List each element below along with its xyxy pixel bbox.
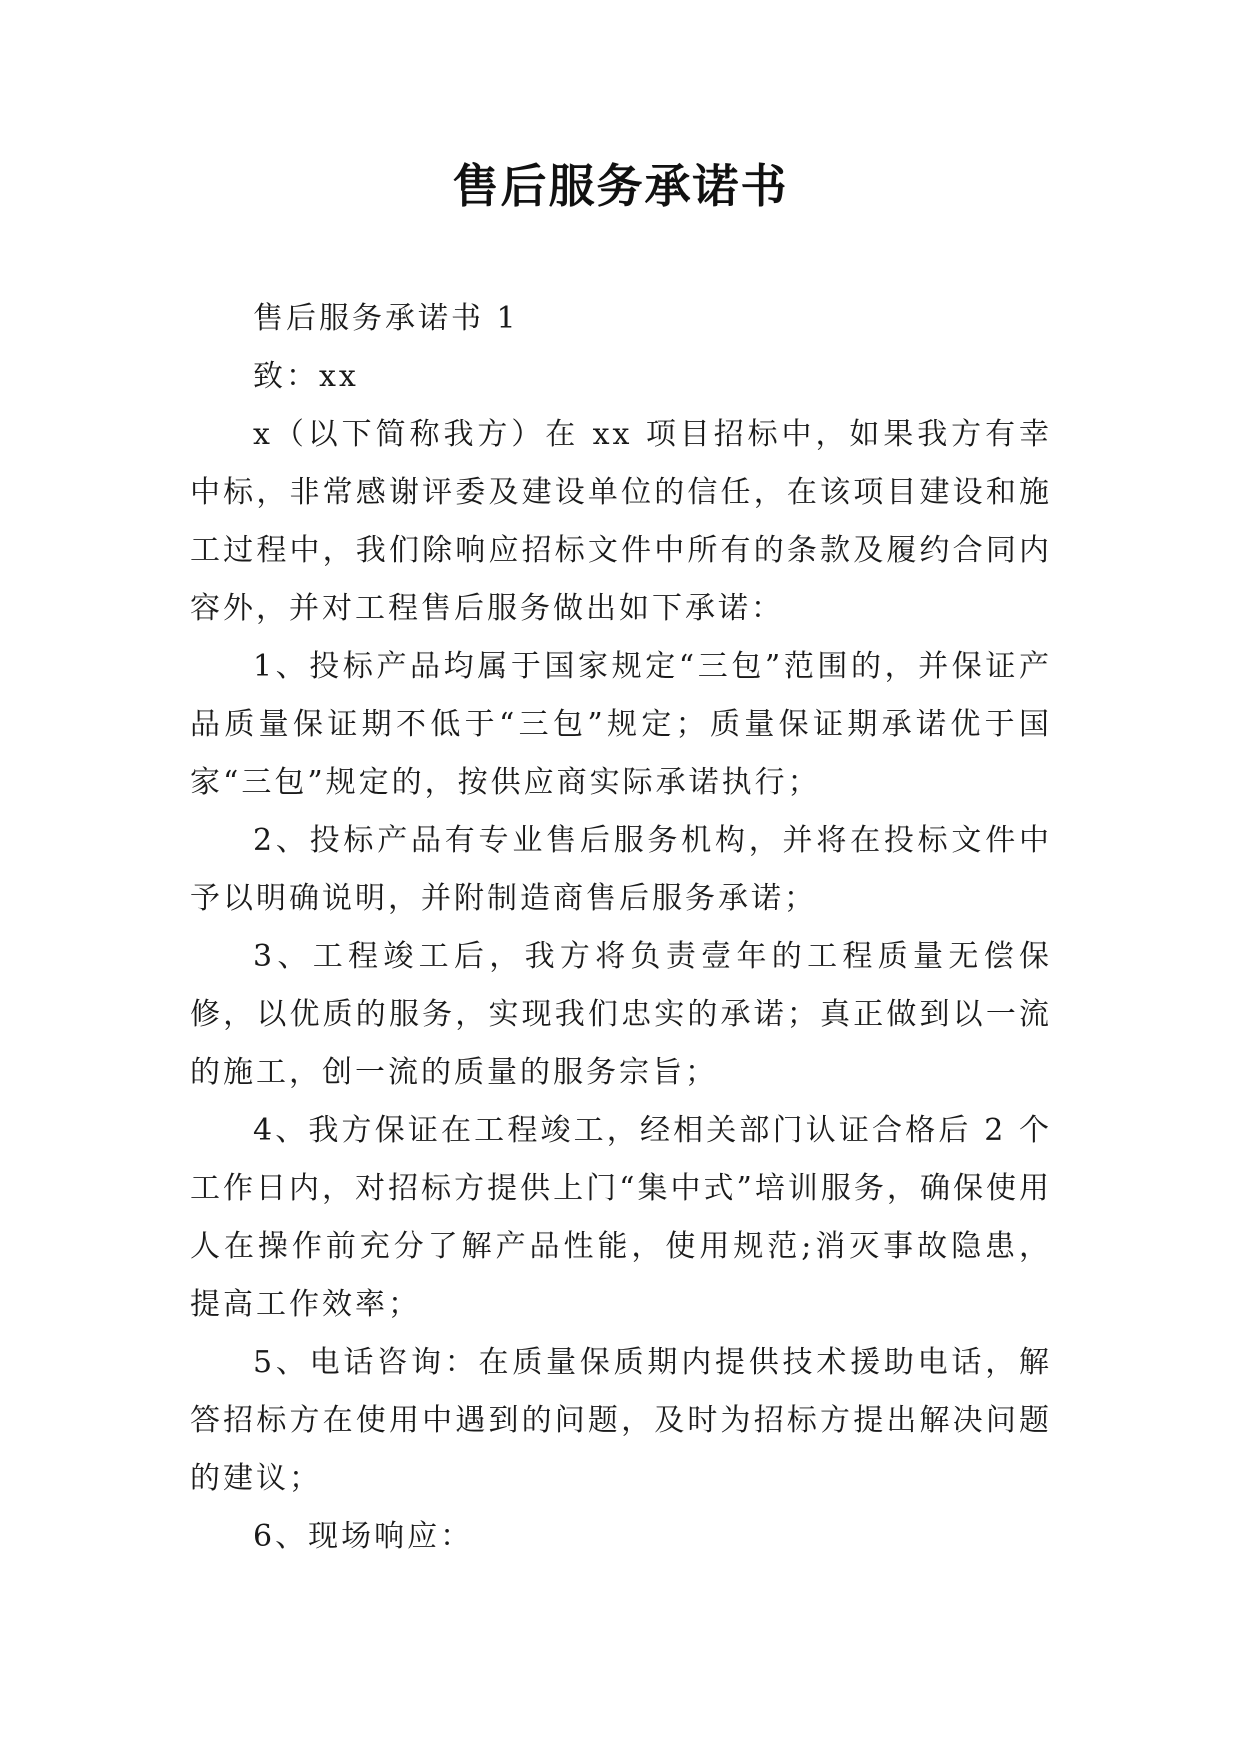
commitment-item-2: 2、投标产品有专业售后服务机构，并将在投标文件中予以明确说明，并附制造商售后服务承诺； xyxy=(190,823,1052,916)
commitment-item-6: 6、现场响应： xyxy=(253,1519,474,1554)
document-title: 售后服务承诺书 xyxy=(452,159,789,213)
commitment-item-4: 4、我方保证在工程竣工，经相关部门认证合格后 2 个工作日内，对招标方提供上门“集中式”培训服务，确保使用人在操作前充分了解产品性能，使用规范;消灭事故隐患，提高工作效率； xyxy=(190,1113,1052,1322)
commitment-item-5: 5、电话咨询：在质量保质期内提供技术援助电话，解答招标方在使用中遇到的问题，及时为招标方提出解决问题的建议； xyxy=(190,1345,1052,1496)
subtitle-paragraph: 售后服务承诺书 1 xyxy=(253,301,519,336)
addressee-paragraph: 致：xx xyxy=(253,359,359,394)
commitment-item-3: 3、工程竣工后，我方将负责壹年的工程质量无偿保修，以优质的服务，实现我们忠实的承诺；真正做到以一流的施工，创一流的质量的服务宗旨； xyxy=(190,939,1052,1090)
document-body xyxy=(190,290,1052,1566)
commitment-item-1: 1、投标产品均属于国家规定“三包”范围的，并保证产品质量保证期不低于“三包”规定；质量保证期承诺优于国家“三包”规定的，按供应商实际承诺执行； xyxy=(190,649,1052,800)
intro-paragraph: x（以下简称我方）在 xx 项目招标中，如果我方有幸中标，非常感谢评委及建设单位的信任，在该项目建设和施工过程中，我们除响应招标文件中所有的条款及履约合同内容外，并对工程售后服务做出如下承诺： xyxy=(190,417,1052,626)
